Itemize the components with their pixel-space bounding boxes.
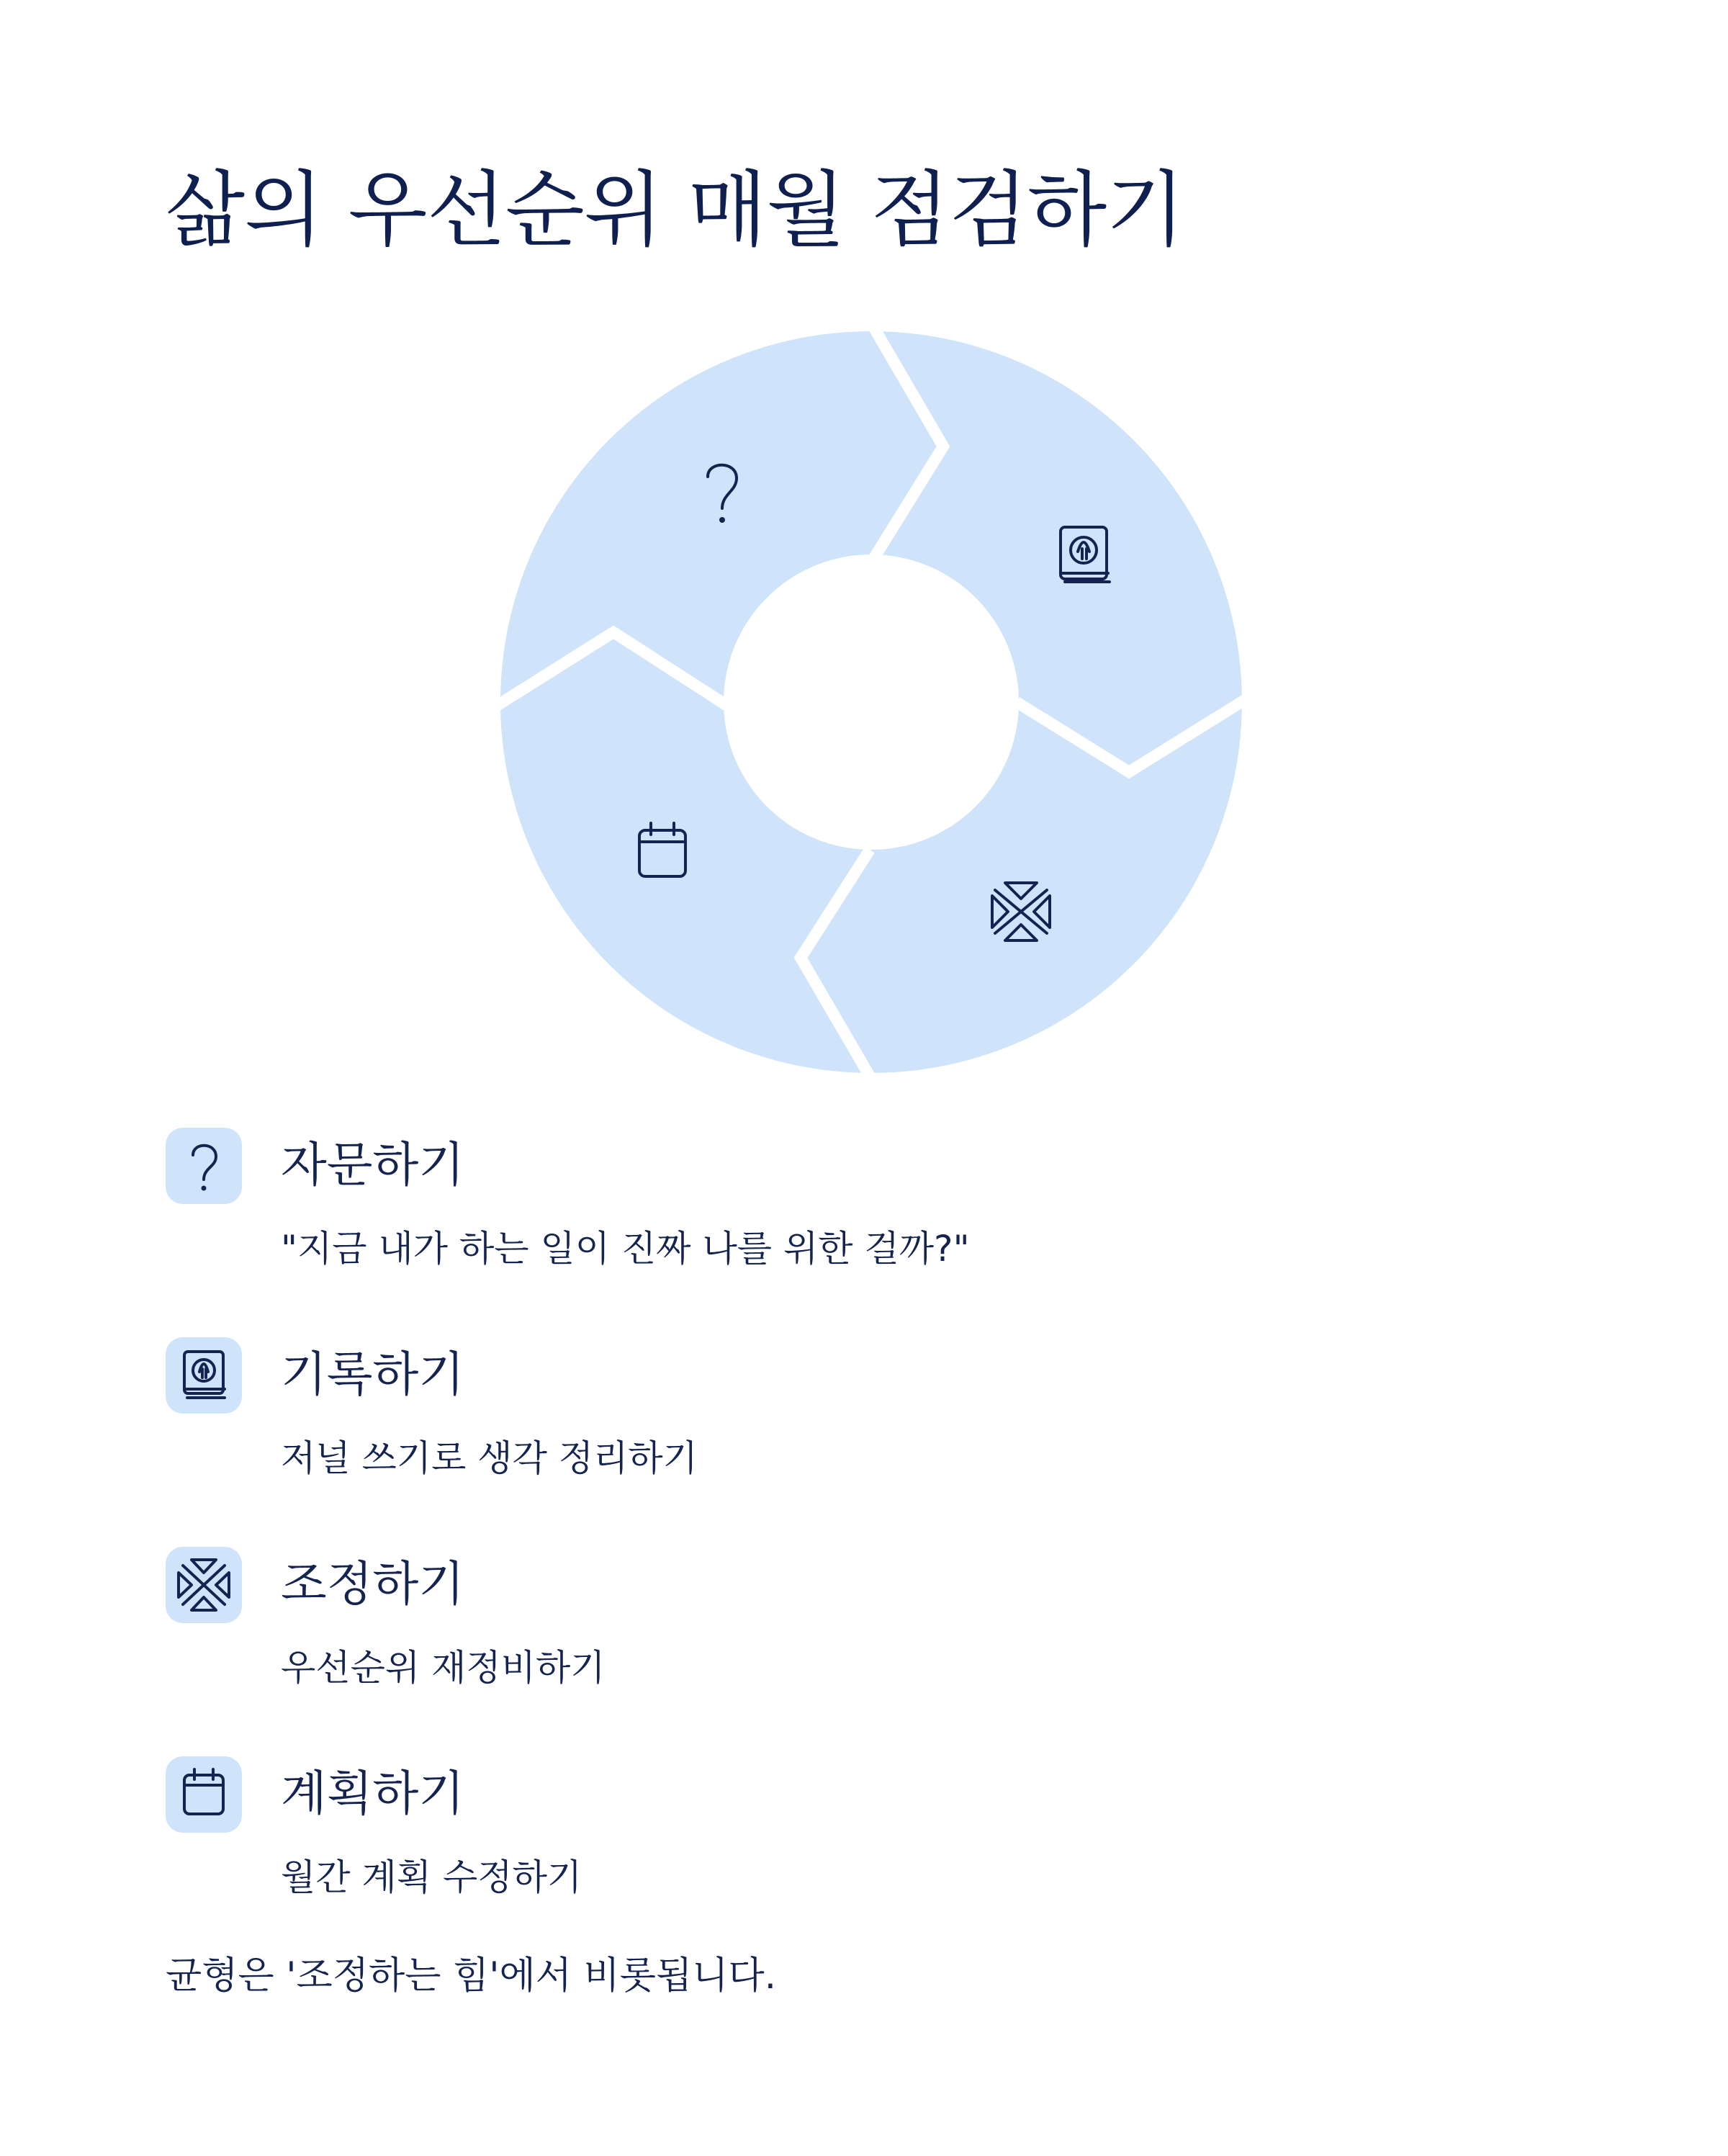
step-plan <box>166 1756 1534 1929</box>
calendar-icon <box>166 1756 242 1833</box>
step-description: "지금 내가 하는 일이 진짜 나를 위한 걸까?" <box>281 1228 970 1270</box>
step-description: 저널 쓰기로 생각 정리하기 <box>281 1437 698 1479</box>
step-ask <box>166 1128 1534 1301</box>
journal-book-icon <box>166 1337 242 1414</box>
step-adjust <box>166 1547 1534 1720</box>
page-title: 삶의 우선순위 매월 점검하기 <box>166 162 1185 258</box>
adjust-arrows-icon <box>166 1547 242 1623</box>
step-icon-badge <box>166 1128 242 1204</box>
step-icon-badge <box>166 1337 242 1414</box>
question-mark-icon <box>166 1128 242 1204</box>
step-icon-badge <box>166 1756 242 1833</box>
step-icon-badge <box>166 1547 242 1623</box>
step-description: 월간 계획 수정하기 <box>281 1856 582 1898</box>
step-record <box>166 1337 1534 1510</box>
step-title: 계획하기 <box>281 1766 465 1821</box>
step-title: 기록하기 <box>281 1347 465 1402</box>
footer-note: 균형은 '조정하는 힘'에서 비롯됩니다. <box>166 1954 777 1998</box>
step-title: 조정하기 <box>281 1556 465 1612</box>
step-title: 자문하기 <box>281 1137 465 1192</box>
step-description: 우선순위 재정비하기 <box>281 1647 606 1689</box>
cycle-ring <box>500 331 1242 1073</box>
